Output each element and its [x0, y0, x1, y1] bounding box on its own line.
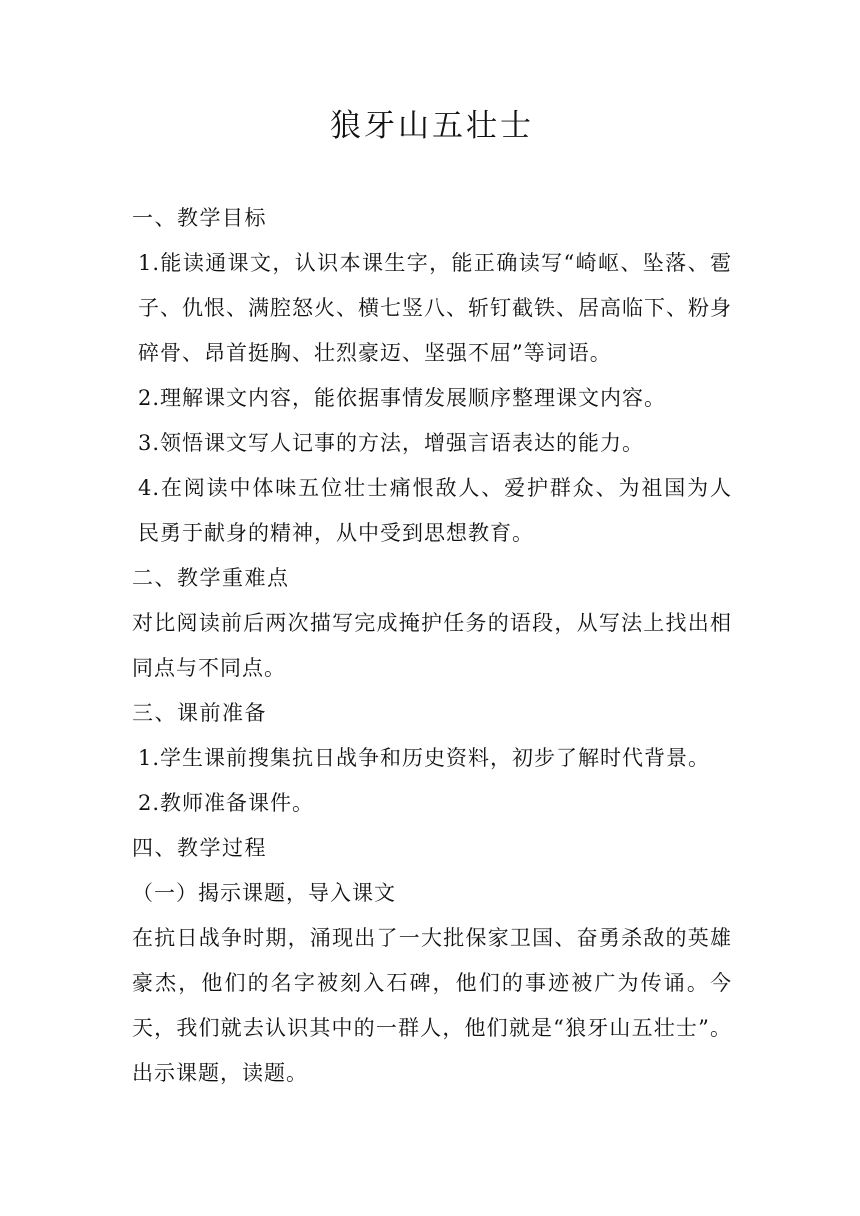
section-heading-objectives: 一、教学目标 [132, 206, 267, 230]
document-title: 狼牙山五壮士 [330, 108, 534, 144]
process-subheading-1: （一）揭示课题，导入课文 [132, 881, 396, 905]
key-points-text: 对比阅读前后两次描写完成掩护任务的语段，从写法上找出相同点与不同点。 [132, 611, 732, 680]
objective-item-1: 1.能读通课文，认识本课生字，能正确读写“崎岖、坠落、雹子、仇恨、满腔怒火、横七竖八、斩钉截铁、居高临下、粉身碎骨、昂首挺胸、壮烈豪迈、坚强不屈”等词语。 [138, 251, 732, 365]
document-body [132, 196, 732, 1096]
objective-item-2: 2.理解课文内容，能依据事情发展顺序整理课文内容。 [138, 386, 667, 410]
objective-item-3: 3.领悟课文写人记事的方法，增强言语表达的能力。 [138, 431, 645, 455]
section-heading-key-points: 二、教学重难点 [132, 566, 290, 590]
process-intro-text: 在抗日战争时期，涌现出了一大批保家卫国、奋勇杀敌的英雄豪杰，他们的名字被刻入石碑，他们的事迹被广为传诵。今天，我们就去认识其中的一群人，他们就是“狼牙山五壮士”。出示课题，读题。 [132, 926, 732, 1085]
preparation-item-1: 1.学生课前搜集抗日战争和历史资料，初步了解时代背景。 [138, 746, 711, 770]
section-heading-preparation: 三、课前准备 [132, 701, 267, 725]
objective-item-4: 4.在阅读中体味五位壮士痛恨敌人、爱护群众、为祖国为人民勇于献身的精神，从中受到思想教育。 [138, 476, 732, 545]
preparation-item-2: 2.教师准备课件。 [138, 791, 315, 815]
section-heading-process: 四、教学过程 [132, 836, 267, 860]
